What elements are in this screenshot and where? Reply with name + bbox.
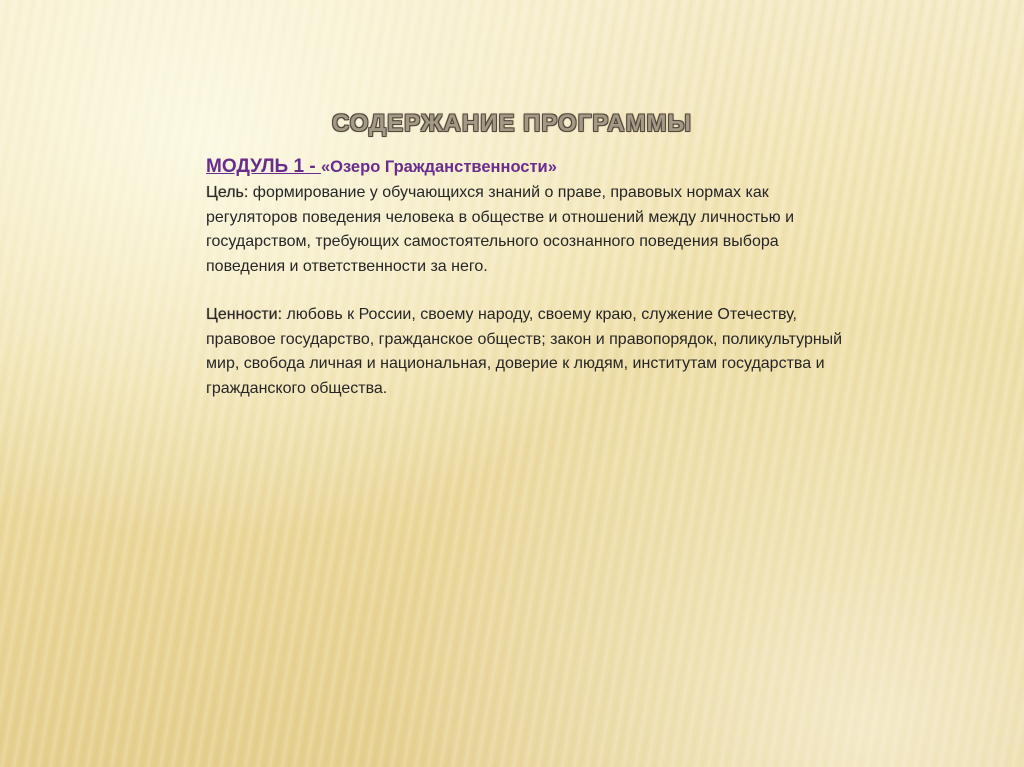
content-block: [206, 153, 846, 401]
module-heading: [206, 153, 846, 181]
module-number: МОДУЛЬ 1 -: [206, 156, 321, 177]
values-label: Ценности:: [206, 306, 283, 323]
paragraph-spacer: [206, 279, 846, 303]
values-text: любовь к России, своему народу, своему краю, служение Отечеству, правовое государство, гражданское обществ; закон и правопорядок, поликультурный мир, свобода личная и национальная, доверие к людям, институтам государства и гражданского общества.: [206, 306, 843, 397]
goal-label: Цель:: [206, 184, 249, 201]
module-name: «Озеро Гражданственности»: [320, 158, 557, 176]
slide-title: СОДЕРЖАНИЕ ПРОГРАММЫ: [331, 110, 693, 137]
goal-paragraph: [206, 181, 846, 279]
goal-text: формирование у обучающихся знаний о праве, правовых нормах как регуляторов поведения человека в обществе и отношений между личностью и государством, требующих самостоятельного осознанного поведения выбора поведения и ответственности за него.: [206, 184, 795, 275]
values-paragraph: [206, 303, 846, 401]
